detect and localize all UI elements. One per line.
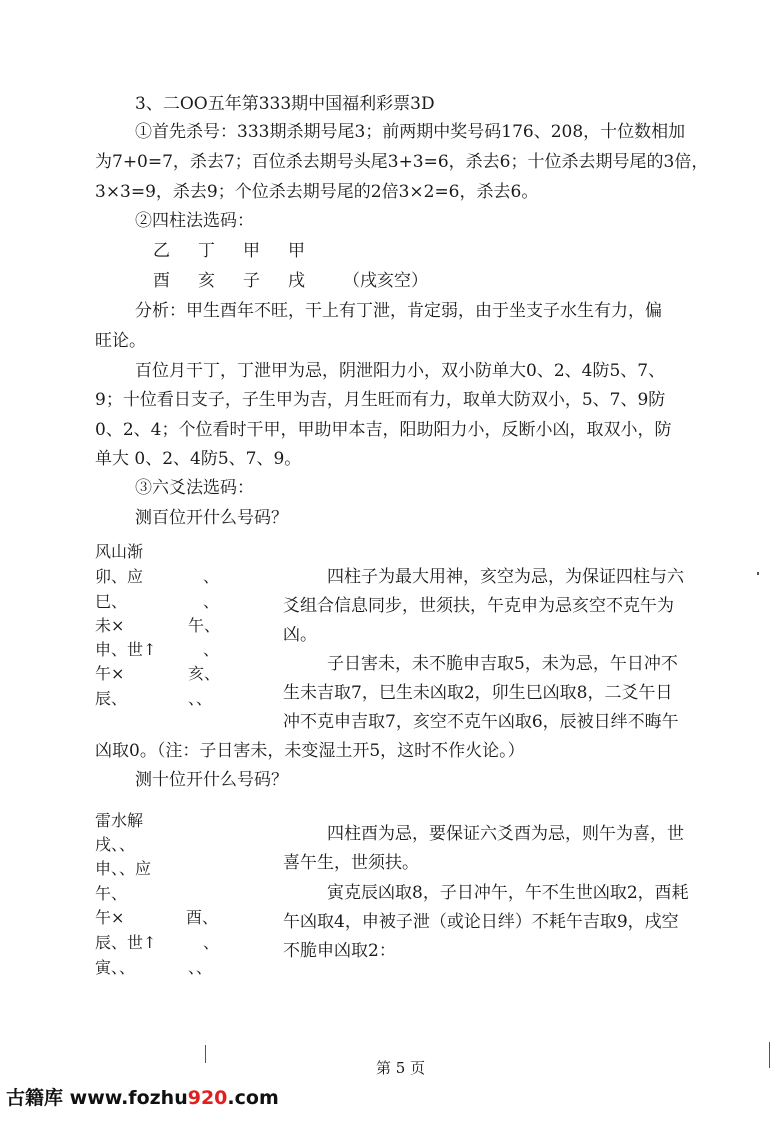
pillars-stems xyxy=(153,240,333,262)
question-hundreds: 测百位开什么号码？ xyxy=(135,508,288,528)
watermark-url-prefix: www.fozhu xyxy=(69,1087,188,1109)
pillars-branches xyxy=(153,270,428,292)
hex2-text-1: 四柱酉为忌，要保证六爻酉为忌，则午为喜，世 xyxy=(327,824,684,844)
stem-year: 乙 xyxy=(153,241,170,261)
branch-hour: 戌 xyxy=(288,271,305,291)
hex2-text-3: 寅克辰凶取8，子日冲午，午不生世凶取2，酉耗 xyxy=(327,883,689,903)
hex1-line-5-change: 亥、 xyxy=(188,664,221,683)
watermark-url-digits: 920 xyxy=(187,1087,228,1109)
para1-line-2: 为7+0=7，杀去7；百位杀去期号头尾3+3=6，杀去6；十位杀去期号尾的3倍， xyxy=(95,152,709,172)
hex2-text-4: 午凶取4，申被子泄（或论日绊）不耗午吉取9，戌空 xyxy=(283,912,679,932)
hex2-line-5-change: 、 xyxy=(203,933,220,952)
hex2-line-4-change: 酉、 xyxy=(186,908,219,927)
scan-speck xyxy=(769,1042,770,1068)
watermark-url-suffix: .com xyxy=(227,1087,279,1109)
step3-title: ③六爻法选码： xyxy=(135,478,254,498)
hex1-text-3: 凶。 xyxy=(283,625,317,645)
para1-line-1: ①首先杀号：333期杀期号尾3；前两期中奖号码176、208，十位数相加 xyxy=(135,122,686,142)
branch-month: 亥 xyxy=(198,271,215,291)
hex1-line-4: 申、世↑ xyxy=(95,640,157,659)
hex2-line-5: 辰、世↑ xyxy=(95,933,157,952)
analysis-line-1: 分析：甲生酉年不旺，干上有丁泄，肯定弱，由于坐支子水生有力，偏 xyxy=(135,301,662,321)
hexagram1-name: 风山渐 xyxy=(95,542,144,561)
branch-year: 酉 xyxy=(153,271,170,291)
watermark-url xyxy=(70,1087,279,1109)
hex1-text-1: 四柱子为最大用神，亥空为忌，为保证四柱与六 xyxy=(327,567,684,587)
hex1-line-6: 辰、 xyxy=(95,689,128,708)
hex1-line-5: 午× xyxy=(95,664,125,683)
watermark-site-name: 古籍库 xyxy=(6,1087,64,1109)
para2-line-4: 单大 0、2、4防5、7、9。 xyxy=(95,449,302,469)
question-tens: 测十位开什么号码？ xyxy=(135,770,288,790)
hex2-line-2: 申、、应 xyxy=(95,859,152,878)
hex2-line-6-change: 、、 xyxy=(188,958,213,977)
hex1-line-3-change: 午、 xyxy=(188,616,221,635)
stem-day: 甲 xyxy=(243,241,260,261)
para1-line-3: 3×3=9，杀去9；个位杀去期号尾的2倍3×2=6，杀去6。 xyxy=(95,182,539,202)
scan-speck xyxy=(757,572,759,575)
para2-line-3: 0、2、4；个位看时干甲，甲助甲本吉，阳助阳力小，反断小凶，取双小，防 xyxy=(95,420,672,440)
scan-speck xyxy=(205,1045,206,1063)
hex1-line-3: 未× xyxy=(95,616,125,635)
hexagram2-name: 雷水解 xyxy=(95,811,144,830)
analysis-line-2: 旺论。 xyxy=(95,331,146,351)
page-number: 第 5 页 xyxy=(376,1059,426,1077)
hex1-line-1-change: 、 xyxy=(203,567,220,586)
hex2-line-3: 午、 xyxy=(95,884,128,903)
stem-hour: 甲 xyxy=(288,241,305,261)
hex1-text-2: 爻组合信息同步，世须扶，午克申为忌亥空不克午为 xyxy=(283,596,674,616)
hex2-text-2: 喜午生，世须扶。 xyxy=(283,853,419,873)
section-heading: 3、二OO五年第333期中国福利彩票3D xyxy=(135,94,435,114)
hex2-text-5: 不脆申凶取2： xyxy=(283,941,396,961)
hex1-line-6-change: 、、 xyxy=(188,689,213,708)
branch-day: 子 xyxy=(243,271,260,291)
hex2-line-6: 寅、、 xyxy=(95,958,136,977)
hex1-line-1: 卯、应 xyxy=(95,567,144,586)
pillars-void-note: （戌亥空） xyxy=(343,271,428,291)
hex2-line-4: 午× xyxy=(95,908,125,927)
hex1-text-4: 子日害未，未不脆申吉取5，未为忌，午日冲不 xyxy=(327,654,678,674)
hex2-line-1: 戌、、 xyxy=(95,835,136,854)
step2-title: ②四柱法选码： xyxy=(135,211,254,231)
para2-line-1: 百位月干丁，丁泄甲为忌，阴泄阳力小，双小防单大0、2、4防5、7、 xyxy=(135,361,666,381)
stem-month: 丁 xyxy=(198,241,215,261)
hex1-line-4-change: 、 xyxy=(203,640,220,659)
hex1-text-6: 冲不克申吉取7，亥空不克午凶取6，辰被日绊不晦午 xyxy=(283,712,679,732)
hex1-line-2: 巳、 xyxy=(95,592,128,611)
hex1-text-5: 生未吉取7，巳生未凶取2，卯生巳凶取8，二爻午日 xyxy=(283,683,673,703)
watermark xyxy=(6,1086,279,1110)
hex1-line-2-change: 、 xyxy=(203,592,220,611)
hex1-text-7: 凶取0。（注：子日害未，未变湿土开5，这时不作火论。） xyxy=(95,741,525,761)
para2-line-2: 9；十位看日支子，子生甲为吉，月生旺而有力，取单大防双小，5、7、9防 xyxy=(95,390,666,410)
